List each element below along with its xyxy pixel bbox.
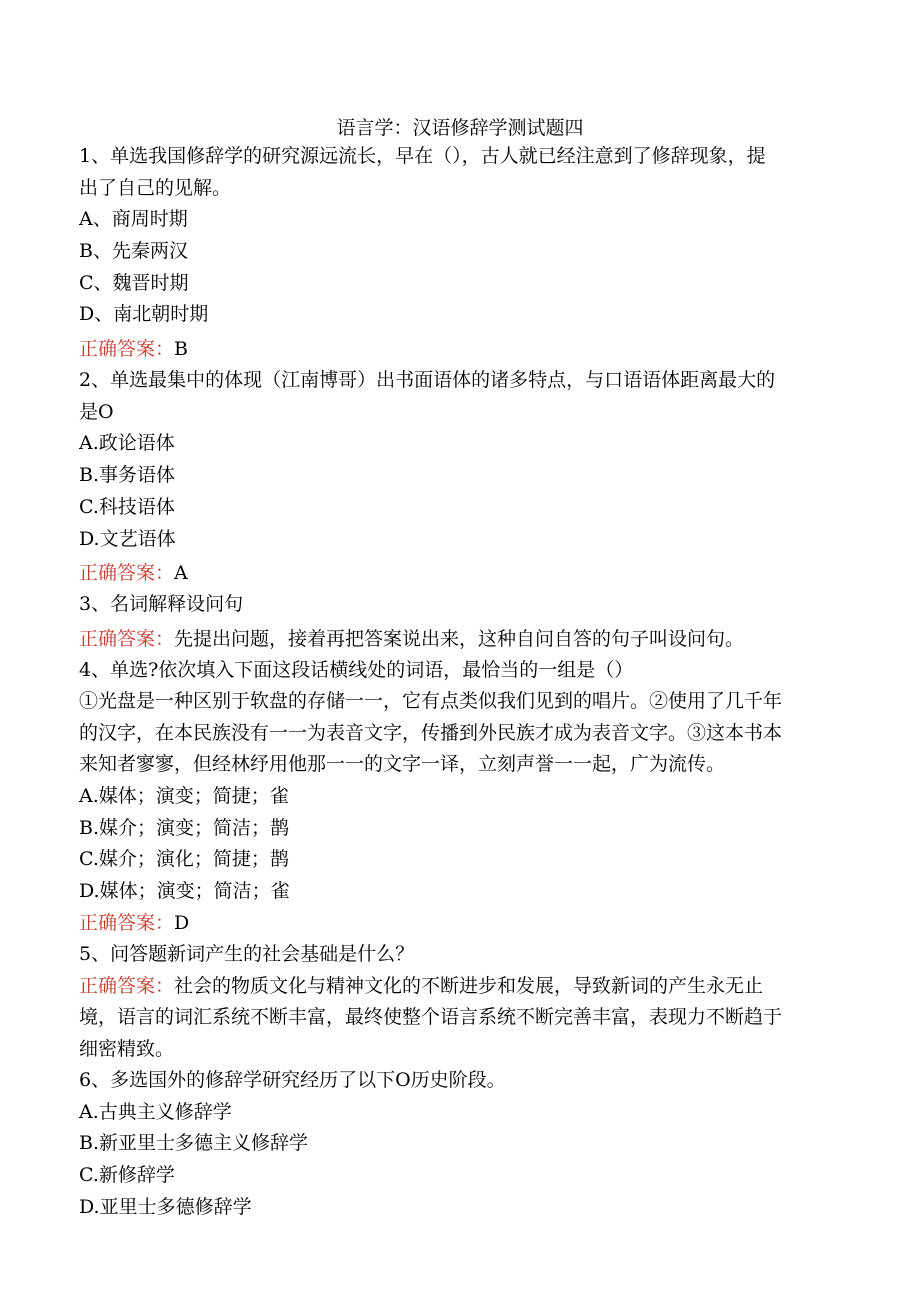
option-a: A.古典主义修辞学 [79,1100,232,1123]
question-stem-line: 3、名词解释设问句 [79,593,244,616]
answer-value: 先提出问题，接着再把答案说出来，这种自问自答的句子叫设问句。 [174,627,745,650]
answer-line [79,334,829,365]
question-stem-line: 6、多选国外的修辞学研究经历了以下O历史阶段。 [79,1069,506,1092]
answer-label: 正确答案： [79,338,175,361]
answer-label: 正确答案： [79,627,175,650]
question-6 [79,1065,829,1224]
question-stem-line: 2、单选最集中的体现（江南博哥）出书面语体的诸多特点，与口语语体距离最大的 [79,369,776,392]
question-stem-line: 的汉字，在本民族没有一一为表音文字，传播到外民族才成为表音文字。③这本书本 [79,721,783,744]
option-c: C.科技语体 [79,495,175,518]
answer-line [79,971,829,1003]
answer-line [79,624,829,655]
page-title: 语言学：汉语修辞学测试题四 [336,117,584,139]
question-stem-line: ①光盘是一种区别于软盘的存储一一，它有点类似我们见到的唱片。②使用了几千年 [79,690,783,713]
question-stem-line: 出了自己的见解。 [79,176,232,199]
answer-continuation: 细密精致。 [79,1037,175,1060]
option-d: D.亚里士多德修辞学 [79,1195,252,1218]
question-stem-line: 5、问答题新词产生的社会基础是什么？ [79,943,415,966]
answer-value: D [174,912,190,935]
answer-value: A [174,562,188,585]
option-c: C.媒介；演化；简捷；鹊 [79,848,289,871]
answer-label: 正确答案： [79,974,175,997]
answer-value: 社会的物质文化与精神文化的不断进步和发展，导致新词的产生永无止 [174,974,764,997]
option-d: D.文艺语体 [79,527,176,550]
option-c: C.新修辞学 [79,1164,175,1187]
option-a: A.媒体；演变；简捷；雀 [79,784,289,807]
option-d: D.媒体；演变；简洁；雀 [79,880,290,903]
document-body [79,141,829,1224]
option-a: A、商周时期 [79,208,188,230]
answer-label: 正确答案： [79,562,175,585]
question-5 [79,939,829,1065]
option-c: C、魏晋时期 [79,271,189,294]
answer-label: 正确答案： [79,912,175,935]
question-stem-line: 来知者寥寥，但经林纾用他那一一的文字一译，立刻声誉一一起，广为流传。 [79,753,726,776]
question-4 [79,655,829,939]
question-1 [79,141,829,365]
question-3 [79,589,829,655]
option-b: B.新亚里士多德主义修辞学 [79,1132,309,1155]
answer-continuation: 境，语言的词汇系统不断丰富，最终使整个语言系统不断完善丰富，表现力不断趋于 [79,1006,783,1029]
answer-line [79,558,829,589]
question-stem-line: 1、单选我国修辞学的研究源远流长，早在（），古人就已经注意到了修辞现象，提 [79,145,766,167]
answer-line [79,908,829,939]
option-b: B.事务语体 [79,463,176,486]
option-d: D、南北朝时期 [79,303,209,326]
option-b: B.媒介；演变；简洁；鹊 [79,816,290,839]
question-stem-line: 是O [79,400,114,423]
option-b: B、先秦两汉 [79,239,188,262]
question-stem-line: 4、单选?依次填入下面这段话横线处的词语，最恰当的一组是（） [79,658,634,681]
option-a: A.政论语体 [79,432,175,455]
question-2 [79,365,829,589]
answer-value: B [174,338,188,361]
